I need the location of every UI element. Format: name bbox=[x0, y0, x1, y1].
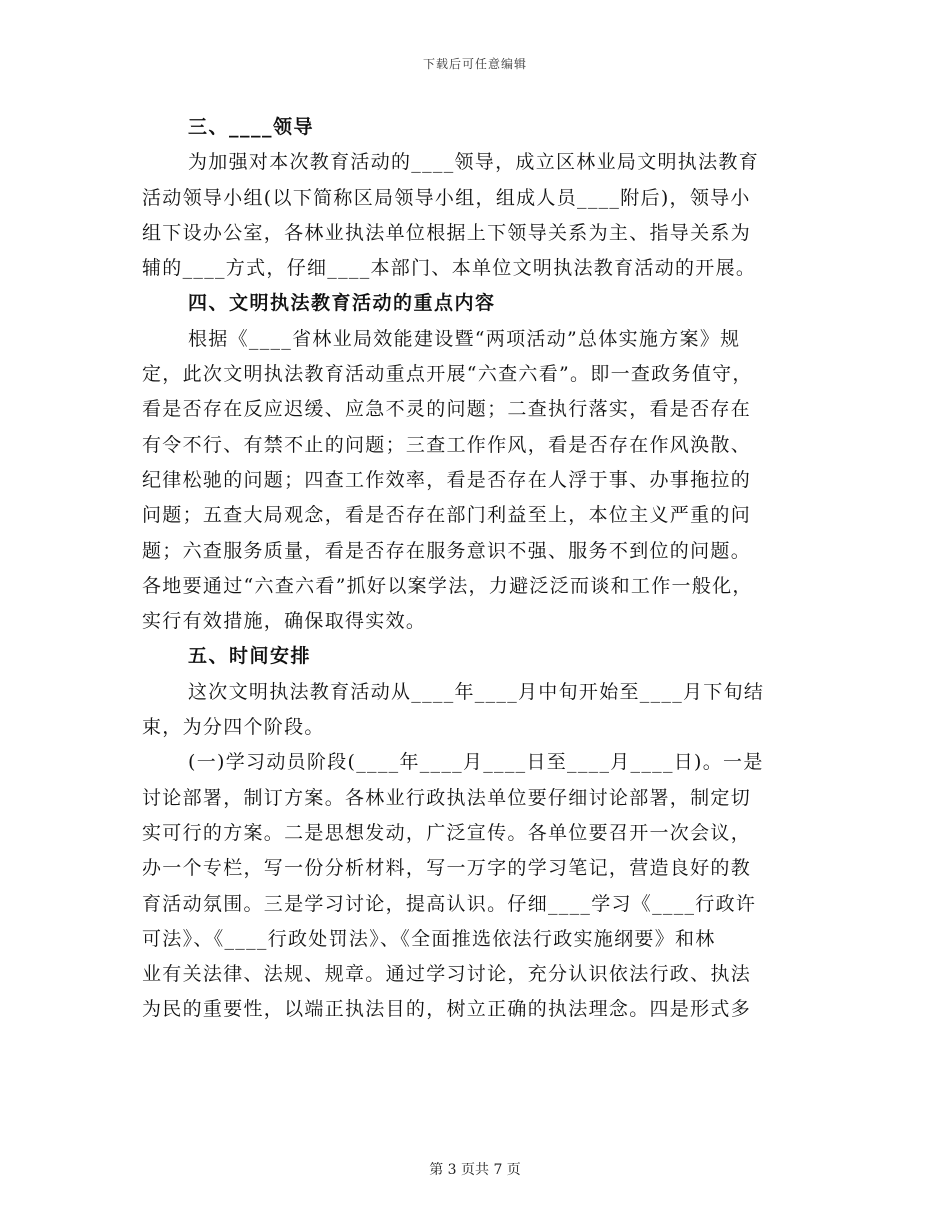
paragraph-line: 为加强对本次教育活动的____领导，成立区林业局文明执法教育 bbox=[188, 151, 760, 174]
paragraph-line: 育活动氛围。三是学习讨论，提高认识。仔细____学习《____行政许 bbox=[142, 892, 757, 915]
paragraph-line: 根据《____省林业局效能建设暨“两项活动”总体实施方案》规 bbox=[188, 327, 741, 350]
paragraph-line: 办一个专栏，写一份分析材料，写一万字的学习笔记，营造良好的教 bbox=[142, 857, 752, 880]
paragraph-line: 可法》、《____行政处罚法》、《全面推选依法行政实施纲要》和林 bbox=[142, 927, 716, 950]
paragraph-line: 组下设办公室，各林业执法单位根据上下领导关系为主、指导关系为 bbox=[142, 221, 752, 244]
page-number: 第 3 页共 7 页 bbox=[429, 1162, 521, 1178]
paragraph-line: 为民的重要性，以端正执法目的，树立正确的执法理念。四是形式多 bbox=[142, 998, 752, 1021]
section-heading-schedule: 五、时间安排 bbox=[188, 645, 312, 668]
paragraph-line: 纪律松驰的问题；四查工作效率，看是否存在人浮于事、办事拖拉的 bbox=[142, 468, 752, 491]
paragraph-line: 定，此次文明执法教育活动重点开展“六查六看”。即一查政务值守， bbox=[142, 363, 753, 386]
paragraph-line: 看是否存在反应迟缓、应急不灵的问题；二查执行落实，看是否存在 bbox=[142, 398, 752, 421]
document-body bbox=[142, 110, 808, 1028]
paragraph-line: 业有关法律、法规、规章。通过学习讨论，充分认识依法行政、执法 bbox=[142, 963, 752, 986]
paragraph-line: 这次文明执法教育活动从____年____月中旬开始至____月下旬结 bbox=[188, 680, 765, 703]
paragraph-line: 讨论部署，制订方案。各林业行政执法单位要仔细讨论部署，制定切 bbox=[142, 786, 752, 809]
paragraph-line: 束，为分四个阶段。 bbox=[142, 716, 325, 739]
paragraph-line: 活动领导小组(以下简称区局领导小组，组成人员____附后)，领导小 bbox=[142, 186, 751, 209]
section-heading-leadership: 三、____领导 bbox=[188, 116, 315, 138]
paragraph-line: 有令不行、有禁不止的问题；三查工作作风，看是否存在作风涣散、 bbox=[142, 433, 752, 456]
paragraph-line: 实可行的方案。二是思想发动，广泛宣传。各单位要召开一次会议， bbox=[142, 821, 752, 844]
section-heading-key-content: 四、文明执法教育活动的重点内容 bbox=[188, 292, 496, 315]
page-header-note: 下载后可任意编辑 bbox=[422, 57, 527, 71]
paragraph-line: 实行有效措施，确保取得实效。 bbox=[142, 610, 427, 633]
paragraph-line: (一)学习动员阶段(____年____月____日至____月____日)。一是 bbox=[188, 751, 764, 774]
paragraph-line: 各地要通过“六查六看”抓好以案学法，力避泛泛而谈和工作一般化， bbox=[142, 574, 753, 597]
paragraph-line: 题；六查服务质量，看是否存在服务意识不强、服务不到位的问题。 bbox=[142, 539, 752, 562]
paragraph-line: 辅的____方式，仔细____本部门、本单位文明执法教育活动的开展。 bbox=[142, 257, 757, 280]
paragraph-line: 问题；五查大局观念，看是否存在部门利益至上，本位主义严重的问 bbox=[142, 504, 752, 527]
